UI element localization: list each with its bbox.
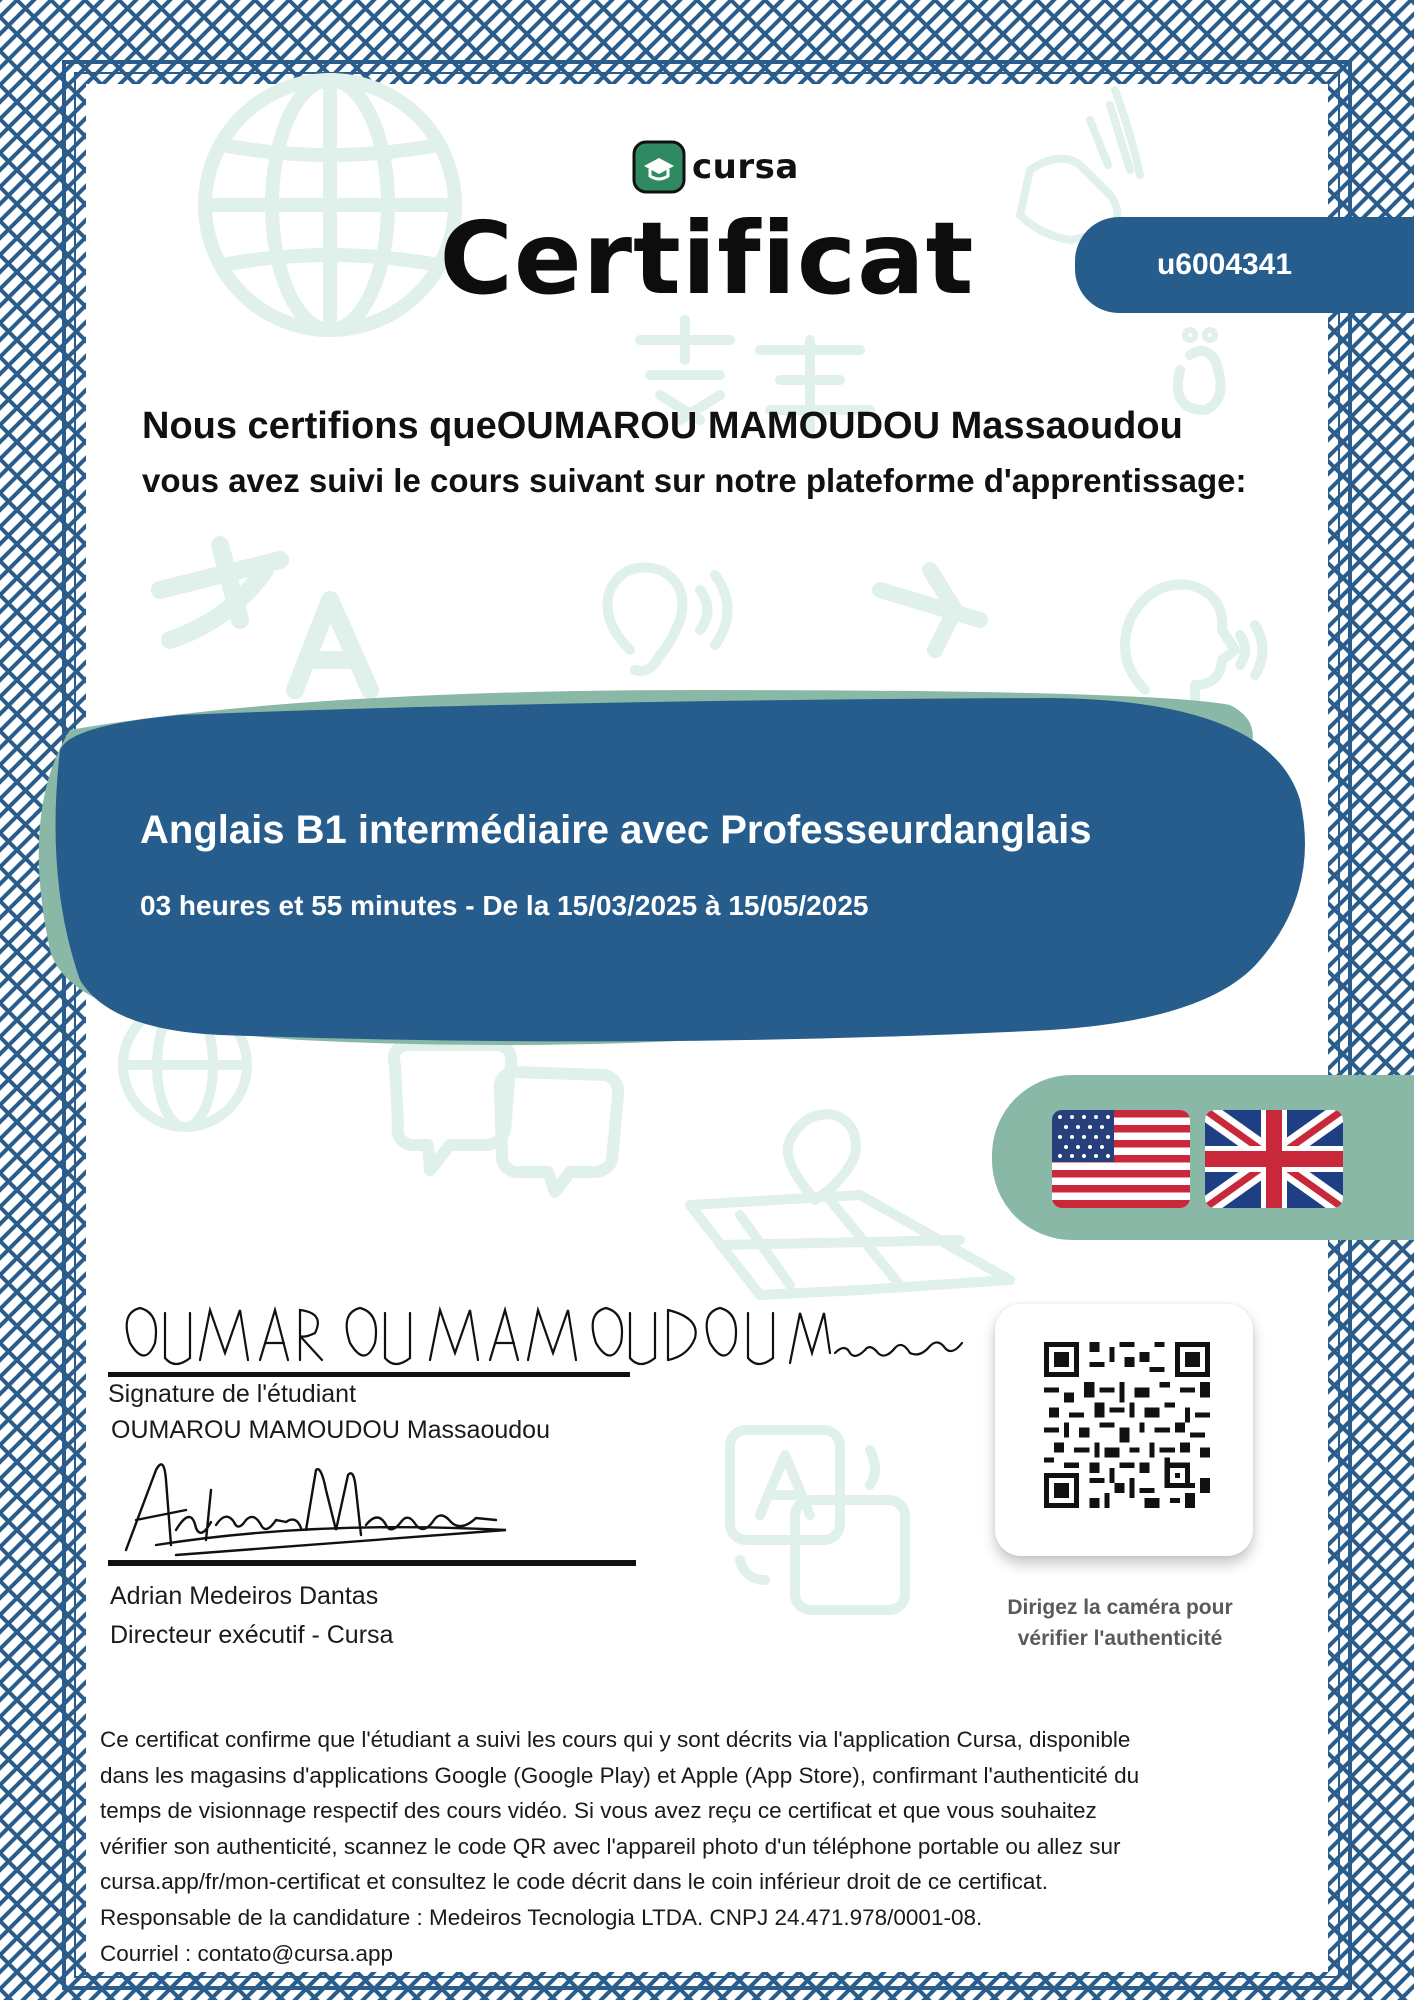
qr-caption (960, 1592, 1280, 1654)
cursa-logo-icon (632, 140, 686, 194)
course-banner (0, 680, 1320, 1060)
executive-role: Directeur exécutif - Cursa (110, 1621, 394, 1649)
course-title: Anglais B1 intermédiaire avec Professeurdanglais (140, 808, 1092, 852)
student-name: OUMAROU MAMOUDOU Massaoudou (496, 405, 1183, 447)
executive-signature-line (108, 1560, 636, 1566)
course-details: 03 heures et 55 minutes - De la 15/03/2025 à 15/05/2025 (140, 890, 869, 921)
disclaimer-line: Ce certificat confirme que l'étudiant a suivi les cours qui y sont décrits via l'application Cursa, disponible (100, 1727, 1131, 1752)
certificate-title: Certificat (439, 200, 975, 317)
executive-name: Adrian Medeiros Dantas (110, 1582, 379, 1610)
executive-signature-image (116, 1450, 516, 1560)
certify-line-1 (142, 405, 1183, 448)
student-signature-image (110, 1298, 990, 1378)
uk-flag-icon (1205, 1110, 1343, 1208)
qr-caption-line-2: vérifier l'authenticité (1017, 1627, 1223, 1650)
qr-caption-line-1: Dirigez la caméra pour (1007, 1596, 1233, 1619)
certify-line-2: vous avez suivi le cours suivant sur notre plateforme d'apprentissage: (142, 462, 1247, 499)
us-flag-icon (1052, 1110, 1190, 1208)
student-signature-name: OUMAROU MAMOUDOU Massaoudou (111, 1416, 550, 1444)
qr-code[interactable] (1044, 1342, 1210, 1508)
disclaimer-line: temps de visionnage respectif des cours vidéo. Si vous avez reçu ce certificat et que vous souhaitez (100, 1798, 1097, 1824)
certificate-code: u6004341 (1075, 217, 1414, 313)
disclaimer-line: Responsable de la candidature : Medeiros Tecnologia LTDA. CNPJ 24.471.978/0001-08. (100, 1904, 983, 1930)
disclaimer-line: vérifier son authenticité, scannez le code QR avec l'appareil photo d'un téléphone portable ou allez sur (100, 1833, 1121, 1859)
disclaimer-line: dans les magasins d'applications Google (Google Play) et Apple (App Store), confirmant l'authenticité du (100, 1762, 1140, 1788)
certify-prefix: Nous certifions que (142, 405, 497, 447)
certificate-disclaimer (100, 1722, 1300, 1971)
student-signature-line (108, 1372, 630, 1377)
student-signature-label: Signature de l'étudiant (108, 1380, 357, 1408)
brand-name: cursa (692, 147, 799, 187)
disclaimer-line: Courriel : contato@cursa.app (100, 1940, 393, 1966)
disclaimer-line: cursa.app/fr/mon-certificat et consultez le code décrit dans le coin inférieur droit de ce certificat. (100, 1869, 1048, 1895)
cursa-logo (632, 140, 799, 194)
